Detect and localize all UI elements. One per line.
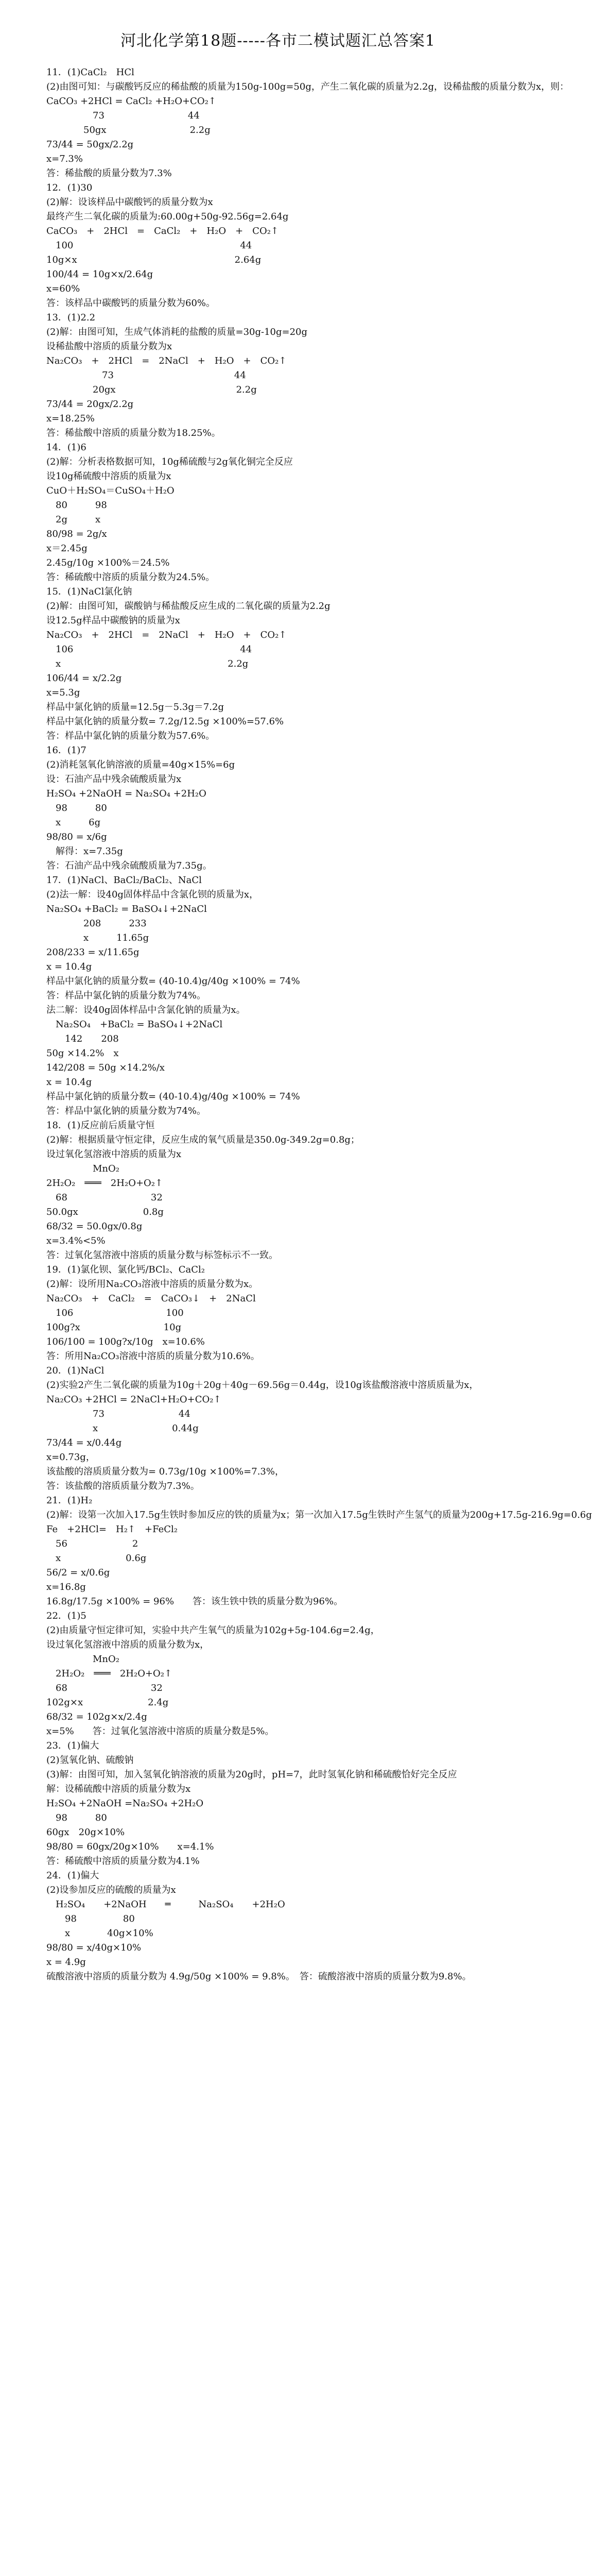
text-line: H₂SO₄ +2NaOH = Na₂SO₄ +2H₂O bbox=[46, 788, 206, 799]
text-line: Fe +2HCl= H₂↑ +FeCl₂ bbox=[46, 1524, 178, 1535]
text-line: Na₂CO₃ + CaCl₂ = CaCO₃↓ + 2NaCl bbox=[46, 1293, 256, 1304]
text-line: x=5% 答：过氧化氢溶液中溶质的质量分数是5%。 bbox=[46, 1726, 274, 1737]
text-line: x=0.73g， bbox=[46, 1452, 95, 1463]
text-line: 解得：x=7.35g bbox=[46, 846, 123, 857]
text-line: 98/80 = 60gx/20g×10% x=4.1% bbox=[46, 1841, 214, 1852]
text-line: 100g?x 10g bbox=[46, 1322, 182, 1333]
text-line: 样品中氯化钠的质量分数= (40-10.4)g/40g ×100% = 74% bbox=[46, 1091, 300, 1102]
text-line: 106/44 = x/2.2g bbox=[46, 673, 122, 684]
text-line: x 11.65g bbox=[46, 933, 149, 943]
text-line: 设：石油产品中残余硫酸质量为x bbox=[46, 774, 182, 785]
text-line: 答：所用Na₂CO₃溶液中溶质的质量分数为10.6%。 bbox=[46, 1351, 260, 1362]
text-line: 50.0gx 0.8g bbox=[46, 1207, 164, 1217]
text-line: 14．(1)6 bbox=[46, 442, 86, 453]
text-line: 答：样品中氯化钠的质量分数为74%。 bbox=[46, 1106, 206, 1116]
text-line: 68/32 = 50.0gx/0.8g bbox=[46, 1221, 143, 1232]
text-line: x=7.3% bbox=[46, 154, 83, 164]
text-line: 102g×x 2.4g bbox=[46, 1697, 169, 1708]
text-line: (2)解：由图可知，碳酸钠与稀盐酸反应生成的二氧化碳的质量为2.2g bbox=[46, 601, 330, 612]
text-line: H₂SO₄ +2NaOH =Na₂SO₄ +2H₂O bbox=[46, 1798, 204, 1809]
text-line: 硫酸溶液中溶质的质量分数为 4.9g/50g ×100% = 9.8%。 答：硫酸溶液中溶质的质量分数为9.8%。 bbox=[46, 1971, 472, 1982]
text-line: 答：稀盐酸的质量分数为7.3% bbox=[46, 168, 172, 179]
text-line: (2)解：由图可知，生成气体消耗的盐酸的质量=30g-10g=20g bbox=[46, 327, 308, 337]
text-line: H₂SO₄ +2NaOH ═ Na₂SO₄ +2H₂O bbox=[46, 1899, 285, 1910]
text-line: 98 80 bbox=[46, 803, 107, 814]
text-line: 98/80 = x/6g bbox=[46, 832, 107, 842]
text-line: 该盐酸的溶质质量分数为= 0.73g/10g ×100%=7.3%， bbox=[46, 1466, 284, 1477]
text-line: 11．(1)CaCl₂ HCl bbox=[46, 67, 134, 78]
text-line: 142 208 bbox=[46, 1033, 119, 1044]
text-line: 17．(1)NaCl、BaCl₂/BaCl₂、NaCl bbox=[46, 875, 202, 886]
text-line: (2)法一解：设40g固体样品中含氯化钡的质量为x， bbox=[46, 889, 259, 900]
text-line: 98/80 = x/40g×10% bbox=[46, 1942, 142, 1953]
text-line: 样品中氯化钠的质量分数= (40-10.4)g/40g ×100% = 74% bbox=[46, 976, 300, 987]
text-line: Na₂SO₄ +BaCl₂ = BaSO₄↓+2NaCl bbox=[46, 1019, 223, 1030]
text-line: x 40g×10% bbox=[46, 1928, 153, 1939]
text-line: x 0.6g bbox=[46, 1553, 147, 1564]
text-line: MnO₂ bbox=[46, 1654, 119, 1665]
text-line: 样品中氯化钠的质量=12.5g－5.3g＝7.2g bbox=[46, 702, 224, 713]
text-line: 设12.5g样品中碳酸钠的质量为x bbox=[46, 615, 180, 626]
text-line: 106 100 bbox=[46, 1308, 184, 1318]
text-line: Na₂CO₃ +2HCl = 2NaCl+H₂O+CO₂↑ bbox=[46, 1394, 221, 1405]
text-line: MnO₂ bbox=[46, 1163, 119, 1174]
text-line: 答：稀硫酸中溶质的质量分数为4.1% bbox=[46, 1856, 200, 1867]
text-line: (2)解：设第一次加入17.5g生铁时参加反应的铁的质量为x；第一次加入17.5g生铁时产生氢气的质量为200g+17.5g-216.9g=0.6g bbox=[46, 1510, 592, 1520]
text-line: x＝2.45g bbox=[46, 543, 88, 554]
text-line: 100 44 bbox=[46, 240, 252, 251]
text-line: 设10g稀硫酸中溶质的质量为x bbox=[46, 471, 171, 482]
text-line: CuO＋H₂SO₄＝CuSO₄＋H₂O bbox=[46, 485, 175, 496]
text-line: x=18.25% bbox=[46, 413, 95, 424]
text-line: 解：设稀硫酸中溶质的质量分数为x bbox=[46, 1784, 191, 1794]
text-line: 22．(1)5 bbox=[46, 1611, 86, 1621]
text-line: 142/208 = 50g ×14.2%/x bbox=[46, 1062, 165, 1073]
text-line: 样品中氯化钠的质量分数= 7.2g/12.5g ×100%=57.6% bbox=[46, 716, 284, 727]
text-line: 100/44 = 10g×x/2.64g bbox=[46, 269, 153, 280]
text-line: (2)氢氧化钠、硫酸钠 bbox=[46, 1755, 134, 1766]
text-line: x=3.4%<5% bbox=[46, 1235, 106, 1246]
text-line: x 2.2g bbox=[46, 658, 249, 669]
text-line: 2g x bbox=[46, 514, 101, 525]
text-line: 设过氧化氢溶液中溶质的质量分数为x， bbox=[46, 1639, 210, 1650]
text-line: 73 44 bbox=[46, 370, 246, 381]
text-line: x 6g bbox=[46, 817, 101, 828]
text-line: 答：石油产品中残余硫酸质量为7.35g。 bbox=[46, 860, 212, 871]
text-line: (2)解：根据质量守恒定律，反应生成的氧气质量是350.0g-349.2g=0.8g； bbox=[46, 1134, 360, 1145]
text-line: 12．(1)30 bbox=[46, 182, 93, 193]
text-line: 设稀盐酸中溶质的质量分数为x bbox=[46, 341, 172, 352]
text-line: 23．(1)偏大 bbox=[46, 1740, 99, 1751]
text-line: 73/44 = x/0.44g bbox=[46, 1437, 122, 1448]
text-line: (2)解：设所用Na₂CO₃溶液中溶质的质量分数为x。 bbox=[46, 1279, 258, 1290]
text-line: 98 80 bbox=[46, 1812, 107, 1823]
text-line: 68 32 bbox=[46, 1683, 163, 1693]
text-line: 最终产生二氧化碳的质量为:60.00g+50g-92.56g=2.64g bbox=[46, 211, 289, 222]
text-line: CaCO₃ + 2HCl = CaCl₂ + H₂O + CO₂↑ bbox=[46, 226, 279, 236]
text-line: 50g ×14.2% x bbox=[46, 1048, 119, 1059]
text-line: 答：样品中氯化钠的质量分数为57.6%。 bbox=[46, 731, 215, 741]
text-line: Na₂CO₃ + 2HCl = 2NaCl + H₂O + CO₂↑ bbox=[46, 630, 287, 640]
text-line: 80 98 bbox=[46, 500, 107, 511]
text-line: (3)解：由图可知，加入氢氧化钠溶液的质量为20g时，pH=7，此时氢氧化钠和稀硫酸恰好完全反应 bbox=[46, 1769, 457, 1780]
text-line: 16．(1)7 bbox=[46, 745, 86, 756]
text-line: 答：稀硫酸中溶质的质量分数为24.5%。 bbox=[46, 572, 215, 583]
text-line: (2)设参加反应的硫酸的质量为x bbox=[46, 1885, 176, 1895]
text-line: (2)由图可知：与碳酸钙反应的稀盐酸的质量为150g-100g=50g，产生二氧化碳的质量为2.2g，设稀盐酸的质量分数为x，则： bbox=[46, 81, 569, 92]
text-line: x = 10.4g bbox=[46, 961, 92, 972]
text-line: 98 80 bbox=[46, 1913, 135, 1924]
text-line: x=5.3g bbox=[46, 687, 80, 698]
text-line: 10g×x 2.64g bbox=[46, 255, 262, 265]
text-line: 24．(1)偏大 bbox=[46, 1870, 99, 1881]
text-line: 80/98 = 2g/x bbox=[46, 529, 107, 539]
text-line: 设过氧化氢溶液中溶质的质量为x bbox=[46, 1149, 182, 1160]
text-line: 答：稀盐酸中溶质的质量分数为18.25%。 bbox=[46, 428, 221, 438]
text-line: 106 44 bbox=[46, 644, 252, 655]
text-line: 16.8g/17.5g ×100% = 96% 答：该生铁中铁的质量分数为96%。 bbox=[46, 1596, 343, 1607]
text-line: (2)解：分析表格数据可知，10g稀硫酸与2g氧化铜完全反应 bbox=[46, 456, 293, 467]
text-line: 73 44 bbox=[46, 1409, 190, 1419]
text-line: 73/44 = 50gx/2.2g bbox=[46, 139, 134, 150]
text-line: Na₂CO₃ + 2HCl = 2NaCl + H₂O + CO₂↑ bbox=[46, 355, 287, 366]
text-line: 21．(1)H₂ bbox=[46, 1495, 93, 1506]
text-line: x = 4.9g bbox=[46, 1957, 86, 1968]
text-line: (2)由质量守恒定律可知，实验中共产生氧气的质量为102g+5g-104.6g=2.4g， bbox=[46, 1625, 380, 1636]
text-line: x 0.44g bbox=[46, 1423, 199, 1434]
text-line: 18．(1)反应前后质量守恒 bbox=[46, 1120, 155, 1131]
text-line: 19．(1)氯化钡、氯化钙/BCl₂、CaCl₂ bbox=[46, 1264, 205, 1275]
text-line: x=60% bbox=[46, 283, 80, 294]
text-line: 68/32 = 102g×x/2.4g bbox=[46, 1711, 147, 1722]
text-line: x=16.8g bbox=[46, 1582, 86, 1592]
text-line: 56 2 bbox=[46, 1538, 138, 1549]
text-line: 20．(1)NaCl bbox=[46, 1365, 105, 1376]
document-title: 河北化学第18题-----各市二模试题汇总答案1 bbox=[120, 32, 436, 50]
text-line: 2H₂O₂ ═══ 2H₂O+O₂↑ bbox=[46, 1178, 163, 1189]
text-line: 答：该样品中碳酸钙的质量分数为60%。 bbox=[46, 298, 216, 309]
text-line: 106/100 = 100g?x/10g x=10.6% bbox=[46, 1336, 205, 1347]
text-line: 68 32 bbox=[46, 1192, 163, 1203]
text-line: 2.45g/10g ×100%＝24.5% bbox=[46, 557, 170, 568]
text-line: 2H₂O₂ ═══ 2H₂O+O₂↑ bbox=[46, 1668, 172, 1679]
document-body bbox=[46, 66, 592, 1985]
text-line: (2)实验2产生二氧化碳的质量为10g＋20g＋40g－69.56g＝0.44g，设10g该盐酸溶液中溶质质量为x， bbox=[46, 1380, 479, 1391]
text-line: 208 233 bbox=[46, 918, 147, 929]
text-line: (2)解：设该样品中碳酸钙的质量分数为x bbox=[46, 197, 213, 208]
text-line: Na₂SO₄ +BaCl₂ = BaSO₄↓+2NaCl bbox=[46, 904, 207, 914]
text-line: 60gx 20g×10% bbox=[46, 1827, 125, 1838]
text-line: (2)消耗氢氧化钠溶液的质量=40g×15%=6g bbox=[46, 759, 235, 770]
text-line: CaCO₃ +2HCl = CaCl₂ +H₂O+CO₂↑ bbox=[46, 96, 216, 107]
text-line: 50gx 2.2g bbox=[46, 125, 211, 135]
text-line: 答：过氧化氢溶液中溶质的质量分数与标签标示不一致。 bbox=[46, 1250, 278, 1261]
text-line: 法二解：设40g固体样品中含氯化钠的质量为x。 bbox=[46, 1005, 246, 1015]
text-line: 208/233 = x/11.65g bbox=[46, 947, 140, 958]
text-line: 20gx 2.2g bbox=[46, 384, 257, 395]
text-line: 73 44 bbox=[46, 110, 200, 121]
text-line: 73/44 = 20gx/2.2g bbox=[46, 399, 134, 410]
text-line: 13．(1)2.2 bbox=[46, 312, 96, 323]
text-line: 答：样品中氯化钠的质量分数为74%。 bbox=[46, 990, 206, 1001]
text-line: 15．(1)NaCl氯化钠 bbox=[46, 586, 132, 597]
text-line: x = 10.4g bbox=[46, 1077, 92, 1088]
text-line: 答：该盐酸的溶质质量分数为7.3%。 bbox=[46, 1481, 200, 1492]
text-line: 56/2 = x/0.6g bbox=[46, 1567, 110, 1578]
